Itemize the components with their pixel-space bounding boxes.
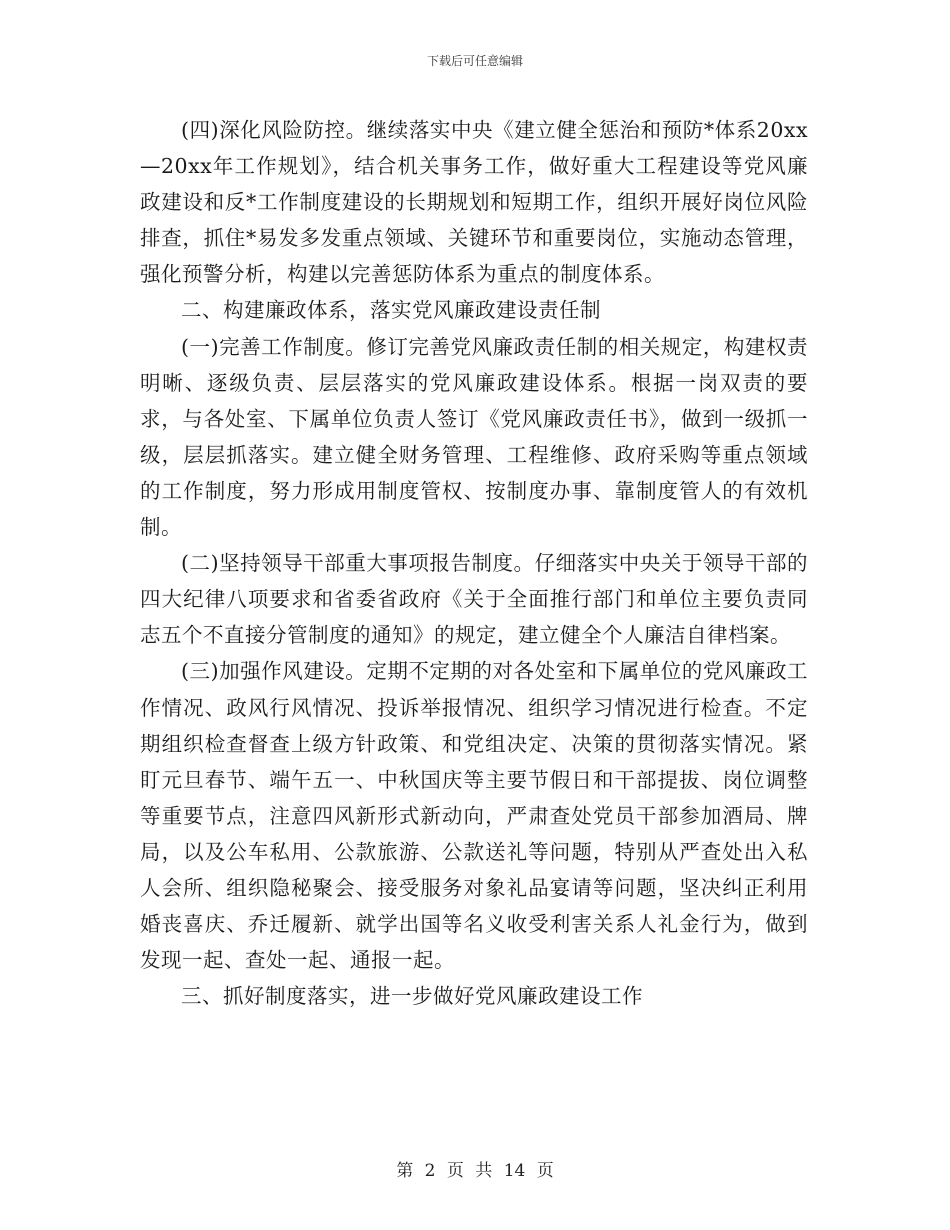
paragraph-report-system: (二)坚持领导干部重大事项报告制度。仔细落实中央关于领导干部的四大纪律八项要求和省委省政府《关于全面推行部门和单位主要负责同志五个不直接分管制度的通知》的规定，建立健全个人廉洁自律档案。 xyxy=(140,551,808,648)
section-heading-3: 三、抓好制度落实，进一步做好党风廉政建设工作 xyxy=(181,984,643,1009)
page-header: 下载后可任意编辑 xyxy=(426,54,523,68)
page-number: 第 2 页 共 14 页 xyxy=(396,1161,554,1181)
paragraph-work-style: (三)加强作风建设。定期不定期的对各处室和下属单位的党风廉政工作情况、政风行风情况、投诉举报情况、组织学习情况进行检查。不定期组织检查督查上级方针政策、和党组决定、决策的贯彻落实情况。紧盯元旦春节、端午五一、中秋国庆等主要节假日和干部提拔、岗位调整等重要节点，注意四风新形式新动向，严肃查处党员干部参加酒局、牌局，以及公车私用、公款旅游、公款送礼等问题，特别从严查处出入私人会所、组织隐秘聚会、接受服务对象礼品宴请等问题，坚决纠正利用婚丧喜庆、乔迁履新、就学出国等名义收受利害关系人礼金行为，做到发现一起、查处一起、通报一起。 xyxy=(140,659,808,973)
section-heading-2: 二、构建廉政体系，落实党风廉政建设责任制 xyxy=(181,298,601,323)
document-body xyxy=(140,112,808,1014)
paragraph-work-system: (一)完善工作制度。修订完善党风廉政责任制的相关规定，构建权责明晰、逐级负责、层层落实的党风廉政建设体系。根据一岗双责的要求，与各处室、下属单位负责人签订《党风廉政责任书》，做到一级抓一级，层层抓落实。建立健全财务管理、工程维修、政府采购等重点领域的工作制度，努力形成用制度管权、按制度办事、靠制度管人的有效机制。 xyxy=(140,334,808,540)
paragraph-risk-control: (四)深化风险防控。继续落实中央《建立健全惩治和预防*体系20xx—20xx年工作规划》，结合机关事务工作，做好重大工程建设等党风廉政建设和反*工作制度建设的长期规划和短期工作，组织开展好岗位风险排查，抓住*易发多发重点领域、关键环节和重要岗位，实施动态管理，强化预警分析，构建以完善惩防体系为重点的制度体系。 xyxy=(140,118,808,287)
